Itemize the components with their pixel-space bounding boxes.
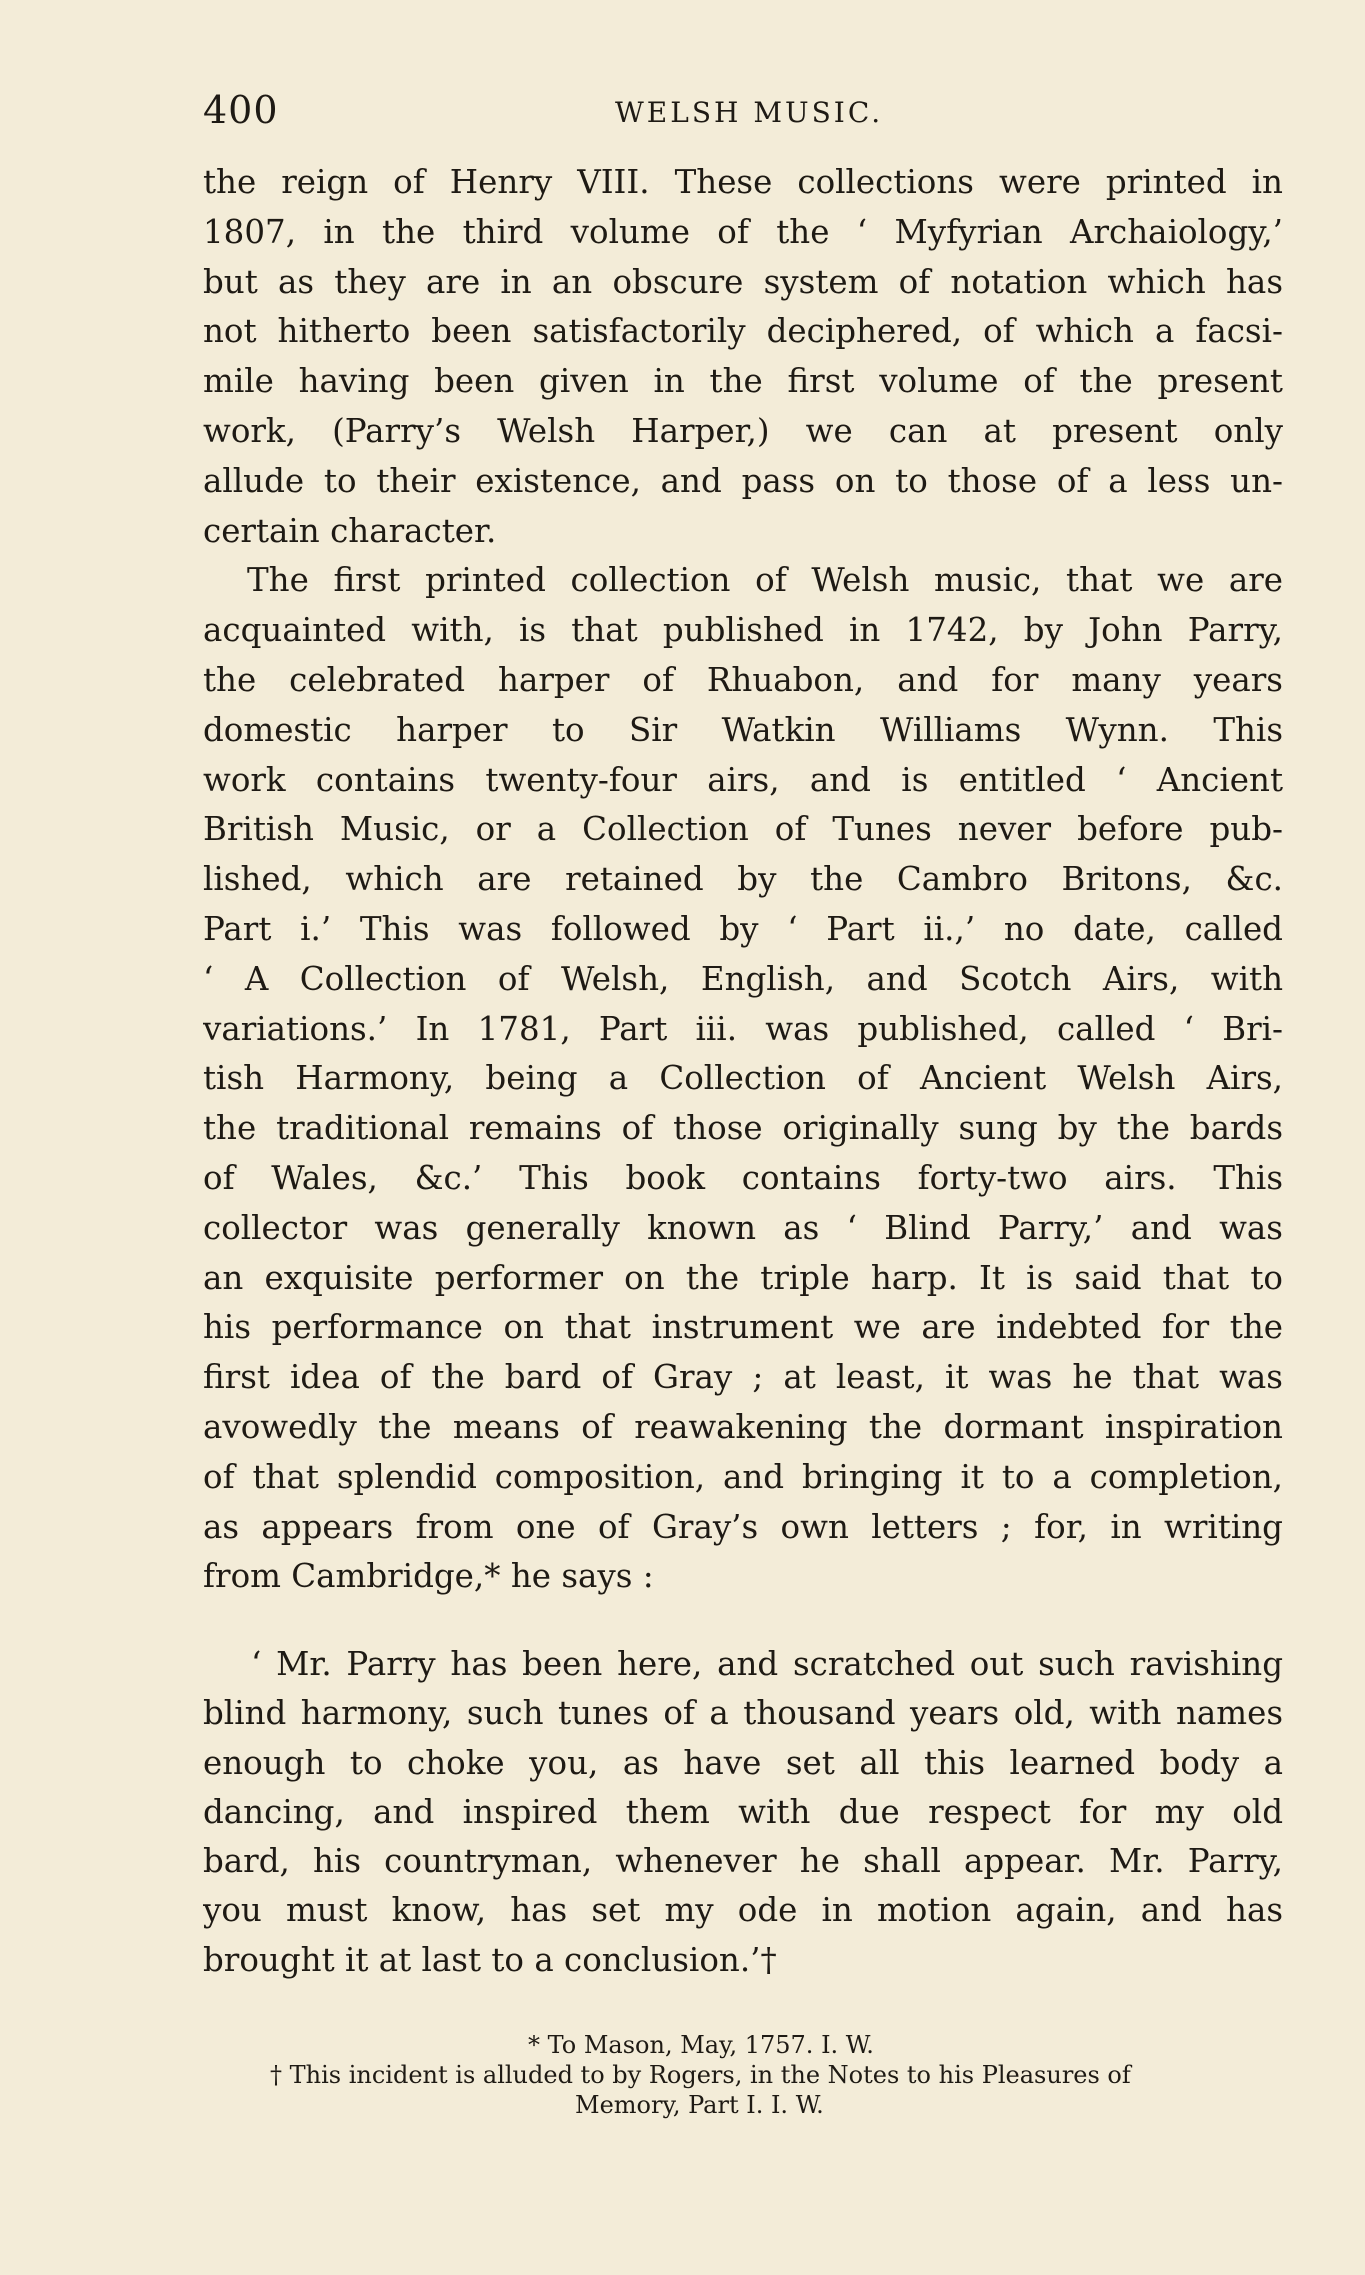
text-line: Part i.’ This was followed by ‘ Part ii.,’ no date, called	[203, 909, 1283, 948]
running-head: WELSH MUSIC.	[615, 96, 884, 129]
text-line: mile having been given in the first volume of the present	[203, 362, 1283, 401]
quote-line: enough to choke you, as have set all this learned body a	[203, 1743, 1283, 1782]
text-line: allude to their existence, and pass on to those of a less un-	[203, 461, 1283, 500]
footnote: * To Mason, May, 1757. I. W.	[528, 2031, 874, 2059]
quote-line: bard, his countryman, whenever he shall appear. Mr. Parry,	[203, 1842, 1283, 1881]
text-line: of that splendid composition, and bringing it to a completion,	[203, 1457, 1283, 1496]
text-line: 1807, in the third volume of the ‘ Myfyrian Archaiology,’	[203, 212, 1283, 251]
block-quote	[203, 1640, 1283, 1985]
page-number: 400	[203, 88, 279, 132]
text-line: his performance on that instrument we are indebted for the	[203, 1308, 1283, 1347]
quote-line: you must know, has set my ode in motion again, and has	[203, 1891, 1283, 1930]
page-header	[203, 88, 1283, 138]
footnote-continuation: Memory, Part I. I. W.	[575, 2091, 824, 2119]
text-line: the celebrated harper of Rhuabon, and for many years	[203, 660, 1283, 699]
footnotes	[270, 2030, 1250, 2120]
text-line: as appears from one of Gray’s own letters ; for, in writing	[203, 1507, 1283, 1546]
text-line: from Cambridge,* he says :	[203, 1557, 654, 1596]
text-line: but as they are in an obscure system of notation which has	[203, 262, 1283, 301]
text-line: acquainted with, is that published in 1742, by John Parry,	[203, 611, 1283, 650]
quote-line: blind harmony, such tunes of a thousand years old, with names	[203, 1694, 1283, 1733]
text-line: of Wales, &c.’ This book contains forty-two airs. This	[203, 1158, 1283, 1197]
quote-line: brought it at last to a conclusion.’†	[203, 1940, 777, 1979]
text-line: British Music, or a Collection of Tunes never before pub-	[203, 810, 1283, 849]
text-line: certain character.	[203, 511, 497, 550]
text-line: avowedly the means of reawakening the dormant inspiration	[203, 1407, 1283, 1446]
text-line: an exquisite performer on the triple harp. It is said that to	[203, 1258, 1283, 1297]
footnote: † This incident is alluded to by Rogers, in the Notes to his Pleasures of	[270, 2061, 1131, 2089]
body-text	[203, 158, 1283, 1602]
text-line: not hitherto been satisfactorily deciphered, of which a facsi-	[203, 312, 1283, 351]
text-line: lished, which are retained by the Cambro Britons, &c.	[203, 860, 1283, 899]
quote-line: dancing, and inspired them with due respect for my old	[203, 1792, 1283, 1831]
text-line: The first printed collection of Welsh music, that we are	[247, 561, 1283, 600]
quote-line: ‘ Mr. Parry has been here, and scratched out such ravishing	[251, 1645, 1283, 1683]
text-line: collector was generally known as ‘ Blind Parry,’ and was	[203, 1208, 1283, 1247]
text-line: variations.’ In 1781, Part iii. was published, called ‘ Bri-	[203, 1009, 1283, 1048]
text-line: ‘ A Collection of Welsh, English, and Scotch Airs, with	[203, 959, 1283, 998]
text-line: domestic harper to Sir Watkin Williams Wynn. This	[203, 710, 1283, 749]
text-line: work, (Parry’s Welsh Harper,) we can at present only	[203, 411, 1283, 450]
text-line: first idea of the bard of Gray ; at least, it was he that was	[203, 1358, 1283, 1397]
text-line: work contains twenty-four airs, and is entitled ‘ Ancient	[203, 760, 1283, 799]
text-line: the traditional remains of those originally sung by the bards	[203, 1109, 1283, 1148]
text-line: the reign of Henry VIII. These collections were printed in	[203, 163, 1283, 201]
text-line: tish Harmony, being a Collection of Ancient Welsh Airs,	[203, 1059, 1283, 1098]
